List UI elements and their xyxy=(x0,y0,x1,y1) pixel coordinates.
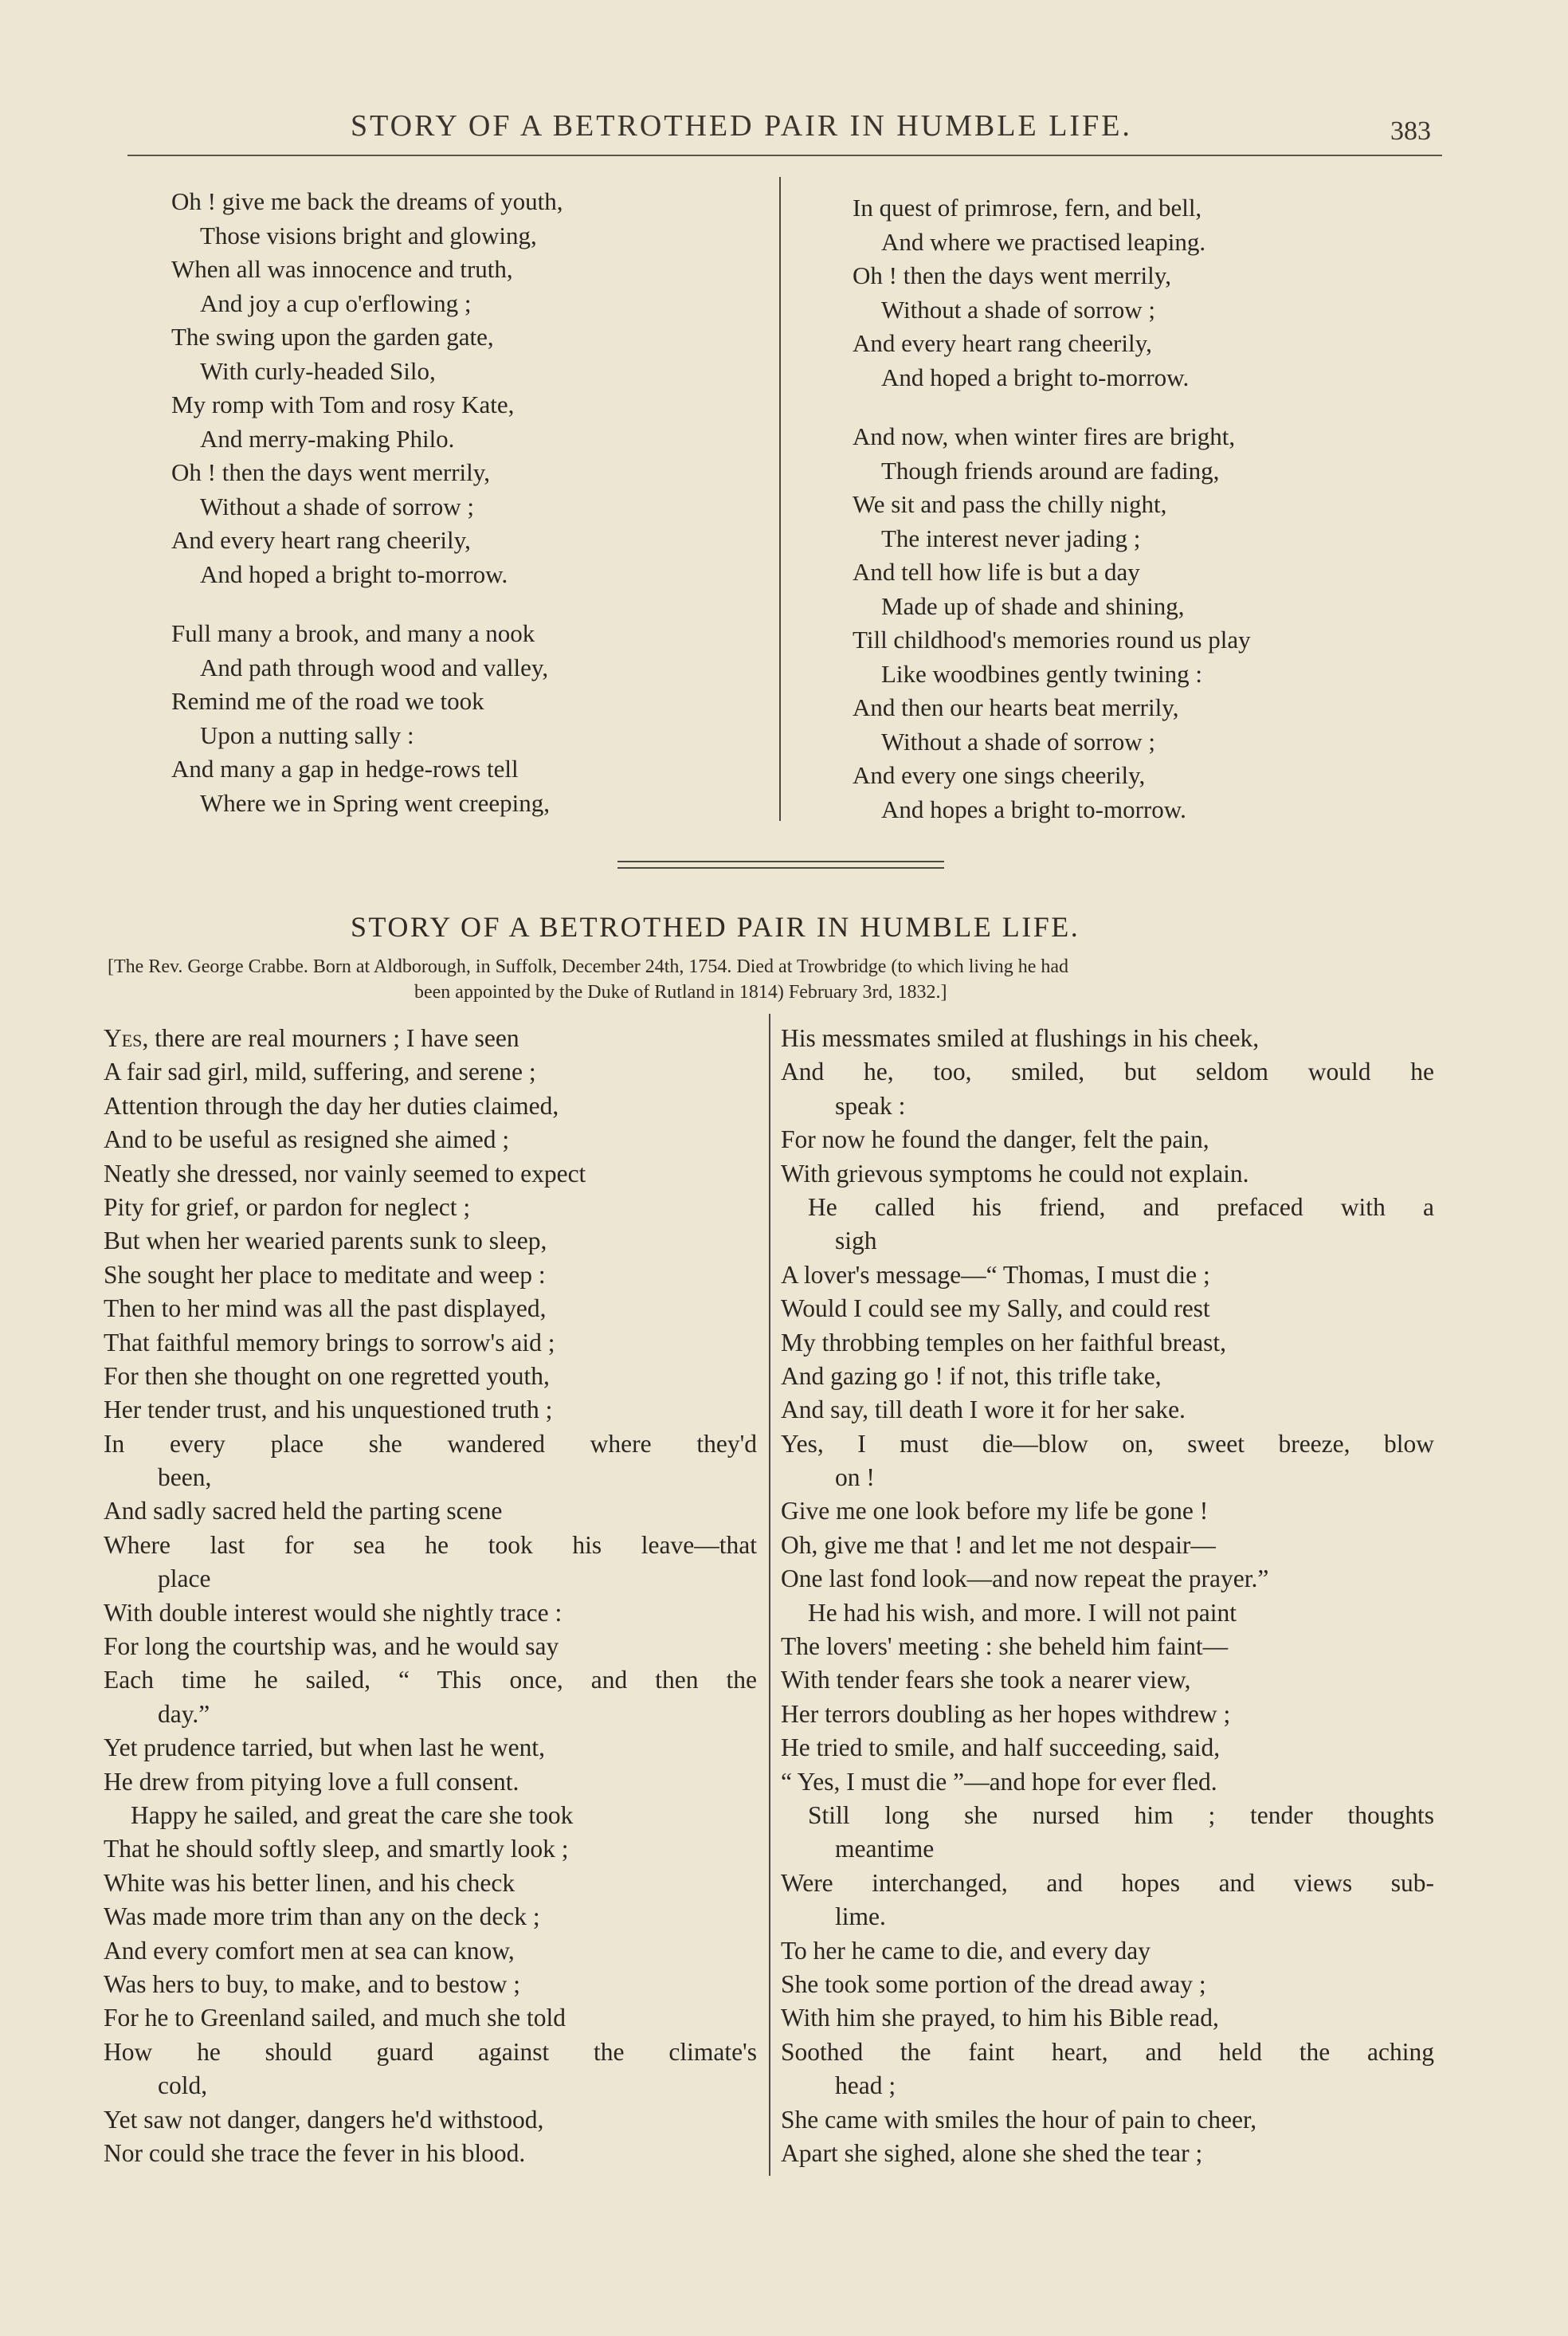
poem-line: And where we practised leaping. xyxy=(881,227,1206,256)
verse-line: Yes, I must die—blow on, sweet breeze, blow xyxy=(781,1429,1434,1458)
verse-line: Yes, there are real mourners ; I have seen xyxy=(104,1024,519,1052)
poem-line: Upon a nutting sally : xyxy=(200,720,414,749)
verse-line: He drew from pitying love a full consent. xyxy=(104,1767,519,1796)
verse-line: Was made more trim than any on the deck ; xyxy=(104,1902,540,1931)
verse-line: She sought her place to meditate and weep : xyxy=(104,1260,546,1289)
poem-line: Made up of shade and shining, xyxy=(881,591,1185,620)
stanza-gap xyxy=(853,395,1442,420)
attribution-line-2: been appointed by the Duke of Rutland in 1814) February 3rd, 1832.] xyxy=(414,982,947,1003)
verse-line: How he should guard against the climate's xyxy=(104,2037,757,2066)
verse-line: Then to her mind was all the past displayed, xyxy=(104,1294,547,1323)
verse-line: day.” xyxy=(158,1699,210,1728)
verse-line: With him she prayed, to him his Bible read, xyxy=(781,2004,1219,2032)
verse-line: “ Yes, I must die ”—and hope for ever fled. xyxy=(781,1767,1217,1796)
section-double-rule xyxy=(617,861,944,869)
verse-line: For now he found the danger, felt the pain, xyxy=(781,1125,1209,1154)
verse-line: That he should softly sleep, and smartly look ; xyxy=(104,1835,569,1863)
verse-line: He tried to smile, and half succeeding, said, xyxy=(781,1733,1221,1762)
verse-line: Pity for grief, or pardon for neglect ; xyxy=(104,1192,471,1221)
verse-line: Her terrors doubling as her hopes withdrew ; xyxy=(781,1699,1231,1728)
poem-line: Where we in Spring went creeping, xyxy=(200,788,551,817)
poem-line: And many a gap in hedge-rows tell xyxy=(171,755,519,783)
verse-line: sigh xyxy=(835,1227,877,1255)
poem-line: And tell how life is but a day xyxy=(853,558,1140,586)
verse-line: place xyxy=(158,1565,211,1593)
poem-line: With curly-headed Silo, xyxy=(200,356,436,385)
verse-line: A fair sad girl, mild, suffering, and serene ; xyxy=(104,1058,536,1086)
poem-line: Those visions bright and glowing, xyxy=(200,221,537,249)
verse-line: For then she thought on one regretted youth, xyxy=(104,1361,550,1390)
verse-line: And to be useful as resigned she aimed ; xyxy=(104,1125,510,1154)
verse-line: For long the courtship was, and he would say xyxy=(104,1632,559,1661)
poem-line: Oh ! then the days went merrily, xyxy=(171,458,491,486)
running-title: STORY OF A BETROTHED PAIR IN HUMBLE LIFE. xyxy=(351,109,1132,143)
verse-line: Where last for sea he took his leave—that xyxy=(104,1530,757,1559)
verse-line: Attention through the day her duties claimed, xyxy=(104,1091,559,1120)
verse-line: Oh, give me that ! and let me not despair— xyxy=(781,1530,1216,1559)
poem-line: And now, when winter fires are bright, xyxy=(853,422,1236,450)
attribution-line-1: [The Rev. George Crabbe. Born at Aldborough, in Suffolk, December 24th, 1754. Died at Trowbridge (to which living he had xyxy=(108,956,1069,977)
poem-line: Like woodbines gently twining : xyxy=(881,659,1202,688)
stanza-gap xyxy=(171,591,761,617)
verse-line: White was his better linen, and his check xyxy=(104,1868,515,1897)
verse-line: And every comfort men at sea can know, xyxy=(104,1936,515,1965)
poem-line: Without a shade of sorrow ; xyxy=(881,295,1155,324)
verse-line: With grievous symptoms he could not explain. xyxy=(781,1159,1249,1188)
verse-line: But when her wearied parents sunk to sleep, xyxy=(104,1227,547,1255)
attribution xyxy=(108,954,1446,1005)
poem-line: And hoped a bright to-morrow. xyxy=(200,559,508,588)
verse-line: That faithful memory brings to sorrow's aid ; xyxy=(104,1328,555,1356)
verse-line: In every place she wandered where they'd xyxy=(104,1429,757,1458)
story-column-divider xyxy=(769,1014,770,2176)
header-rule xyxy=(127,155,1442,156)
verse-line: And he, too, smiled, but seldom would he xyxy=(781,1058,1434,1086)
verse-line: He had his wish, and more. I will not paint xyxy=(808,1598,1237,1627)
verse-line: One last fond look—and now repeat the prayer.” xyxy=(781,1565,1269,1593)
verse-line: To her he came to die, and every day xyxy=(781,1936,1151,1965)
verse-line: She took some portion of the dread away ; xyxy=(781,1969,1206,1998)
poem-line: And joy a cup o'erflowing ; xyxy=(200,289,472,317)
verse-line: Was hers to buy, to make, and to bestow ; xyxy=(104,1969,520,1998)
poem-line: Without a shade of sorrow ; xyxy=(881,727,1155,756)
verse-line: He called his friend, and prefaced with a xyxy=(808,1192,1434,1221)
verse-line: Still long she nursed him ; tender thoughts xyxy=(808,1800,1434,1829)
verse-line: speak : xyxy=(835,1091,906,1120)
poem-line: And hopes a bright to-morrow. xyxy=(881,795,1186,823)
poem-left-column xyxy=(171,185,761,820)
verse-line: Happy he sailed, and great the care she took xyxy=(131,1800,574,1829)
poem-line: Without a shade of sorrow ; xyxy=(200,492,474,520)
verse-line: Would I could see my Sally, and could rest xyxy=(781,1294,1210,1323)
poem-line: And every heart rang cheerily, xyxy=(171,526,471,554)
poem-line: Oh ! then the days went merrily, xyxy=(853,261,1172,289)
poem-line: When all was innocence and truth, xyxy=(171,255,513,283)
poem-line: And merry-making Philo. xyxy=(200,424,455,453)
verse-line: And sadly sacred held the parting scene xyxy=(104,1497,503,1525)
poem-line: Till childhood's memories round us play xyxy=(853,626,1251,654)
verse-line: on ! xyxy=(835,1463,875,1492)
verse-line: For he to Greenland sailed, and much she told xyxy=(104,2004,566,2032)
verse-line: head ; xyxy=(835,2071,896,2100)
verse-line: lime. xyxy=(835,1902,886,1931)
story-right-column xyxy=(781,1022,1434,2170)
verse-line: cold, xyxy=(158,2071,208,2100)
poem-line: We sit and pass the chilly night, xyxy=(853,490,1167,518)
poem-line: Full many a brook, and many a nook xyxy=(171,619,535,647)
poem-line: Remind me of the road we took xyxy=(171,687,484,715)
poem-line: And path through wood and valley, xyxy=(200,653,549,681)
verse-line: And gazing go ! if not, this trifle take, xyxy=(781,1361,1162,1390)
section-title: STORY OF A BETROTHED PAIR IN HUMBLE LIFE. xyxy=(351,911,1080,943)
poem-line: And every heart rang cheerily, xyxy=(853,329,1152,357)
verse-line: Give me one look before my life be gone ! xyxy=(781,1497,1209,1525)
verse-line: Apart she sighed, alone she shed the tear ; xyxy=(781,2138,1203,2167)
verse-line: With tender fears she took a nearer view, xyxy=(781,1666,1191,1694)
verse-line: His messmates smiled at flushings in his cheek, xyxy=(781,1024,1260,1052)
verse-line: Yet saw not danger, dangers he'd withstood, xyxy=(104,2105,544,2134)
verse-line: Her tender trust, and his unquestioned truth ; xyxy=(104,1396,553,1424)
poem-line: Though friends around are fading, xyxy=(881,456,1220,485)
poem-line: And hoped a bright to-morrow. xyxy=(881,363,1190,391)
page-number: 383 xyxy=(1390,116,1431,146)
verse-line: Were interchanged, and hopes and views sub- xyxy=(781,1868,1434,1897)
poem-column-divider xyxy=(779,177,781,821)
verse-line: My throbbing temples on her faithful breast, xyxy=(781,1328,1227,1356)
verse-line: Yet prudence tarried, but when last he went, xyxy=(104,1733,546,1762)
verse-line: The lovers' meeting : she beheld him faint— xyxy=(781,1632,1229,1661)
story-left-column xyxy=(104,1022,757,2170)
verse-line: And say, till death I wore it for her sake. xyxy=(781,1396,1186,1424)
poem-line: And then our hearts beat merrily, xyxy=(853,693,1179,721)
verse-line: With double interest would she nightly trace : xyxy=(104,1598,563,1627)
verse-line: meantime xyxy=(835,1835,935,1863)
verse-line: Soothed the faint heart, and held the aching xyxy=(781,2037,1434,2066)
poem-line: My romp with Tom and rosy Kate, xyxy=(171,391,515,418)
verse-line: A lover's message—“ Thomas, I must die ; xyxy=(781,1260,1210,1289)
verse-line: Nor could she trace the fever in his blood. xyxy=(104,2138,526,2167)
verse-line: been, xyxy=(158,1463,212,1492)
poem-line: In quest of primrose, fern, and bell, xyxy=(853,194,1202,222)
verse-line: Each time he sailed, “ This once, and then the xyxy=(104,1666,757,1694)
poem-line: The interest never jading ; xyxy=(881,524,1141,552)
poem-right-column xyxy=(853,191,1442,826)
poem-line: And every one sings cheerily, xyxy=(853,761,1146,789)
poem-line: Oh ! give me back the dreams of youth, xyxy=(171,187,563,215)
poem-line: The swing upon the garden gate, xyxy=(171,323,494,351)
verse-line: She came with smiles the hour of pain to cheer, xyxy=(781,2105,1257,2134)
verse-line: Neatly she dressed, nor vainly seemed to expect xyxy=(104,1159,586,1188)
